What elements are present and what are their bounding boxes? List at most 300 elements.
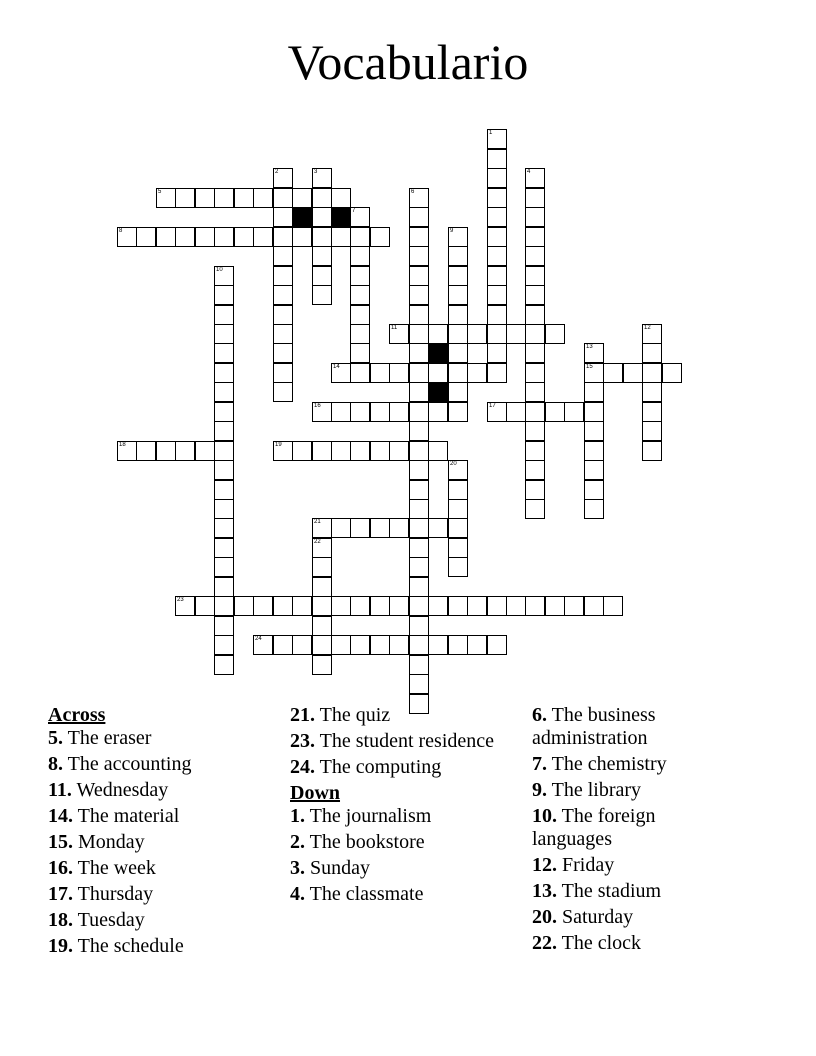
grid-cell[interactable] [525, 207, 545, 227]
grid-cell[interactable] [273, 596, 293, 616]
grid-cell[interactable] [623, 363, 643, 383]
grid-cell[interactable] [136, 227, 156, 247]
grid-cell[interactable] [487, 635, 507, 655]
clue-item-text: The schedule [77, 935, 184, 957]
grid-cell[interactable] [487, 207, 507, 227]
grid-cell[interactable] [584, 480, 604, 500]
clue-item [532, 906, 732, 929]
grid-cell[interactable] [292, 596, 312, 616]
grid-cell[interactable] [312, 168, 332, 188]
grid-cell[interactable] [448, 324, 468, 344]
clue-number-9: 9 [450, 228, 454, 234]
grid-cell[interactable] [117, 441, 137, 461]
clue-number-16: 16 [314, 403, 321, 409]
grid-cell[interactable] [409, 343, 429, 363]
grid-cell[interactable] [584, 460, 604, 480]
clue-item-number: 18. [48, 909, 73, 931]
grid-cell[interactable] [409, 635, 429, 655]
clue-item-number: 23. [290, 730, 315, 752]
grid-cell[interactable] [584, 382, 604, 402]
grid-cell[interactable] [525, 421, 545, 441]
grid-cell[interactable] [487, 188, 507, 208]
grid-cell[interactable] [584, 596, 604, 616]
grid-cell[interactable] [564, 596, 584, 616]
grid-cell[interactable] [448, 596, 468, 616]
grid-cell[interactable] [350, 343, 370, 363]
grid-cell[interactable] [409, 227, 429, 247]
grid-cell[interactable] [273, 441, 293, 461]
grid-cell[interactable] [448, 382, 468, 402]
grid-cell[interactable] [525, 499, 545, 519]
grid-cell[interactable] [273, 363, 293, 383]
grid-cell[interactable] [350, 266, 370, 286]
grid-cell[interactable] [467, 324, 487, 344]
grid-cell[interactable] [370, 518, 390, 538]
grid-cell[interactable] [292, 441, 312, 461]
grid-cell[interactable] [448, 460, 468, 480]
grid-cell[interactable] [584, 421, 604, 441]
clue-item-text: The bookstore [309, 831, 425, 853]
clue-item-text: The student residence [319, 730, 495, 752]
grid-cell[interactable] [525, 305, 545, 325]
clue-item [290, 756, 520, 779]
grid-block [292, 207, 312, 227]
grid-cell[interactable] [214, 324, 234, 344]
grid-cell[interactable] [525, 363, 545, 383]
grid-cell[interactable] [409, 305, 429, 325]
grid-cell[interactable] [584, 402, 604, 422]
grid-cell[interactable] [409, 577, 429, 597]
clue-column-2 [290, 704, 520, 909]
grid-cell[interactable] [448, 480, 468, 500]
grid-cell[interactable] [331, 635, 351, 655]
clue-item [48, 935, 278, 958]
grid-cell[interactable] [525, 402, 545, 422]
grid-cell[interactable] [642, 441, 662, 461]
clue-item [532, 779, 732, 802]
grid-cell[interactable] [214, 285, 234, 305]
grid-cell[interactable] [525, 246, 545, 266]
clue-item [532, 805, 732, 851]
clue-number-13: 13 [586, 344, 593, 350]
clue-item-text: The classmate [309, 883, 424, 905]
grid-cell[interactable] [234, 227, 254, 247]
grid-cell[interactable] [214, 421, 234, 441]
grid-cell[interactable] [312, 655, 332, 675]
grid-cell[interactable] [331, 363, 351, 383]
grid-cell[interactable] [448, 518, 468, 538]
grid-cell[interactable] [175, 441, 195, 461]
grid-cell[interactable] [409, 441, 429, 461]
grid-cell[interactable] [428, 596, 448, 616]
grid-cell[interactable] [312, 285, 332, 305]
grid-cell[interactable] [487, 227, 507, 247]
grid-cell[interactable] [448, 557, 468, 577]
grid-cell[interactable] [389, 402, 409, 422]
grid-cell[interactable] [214, 480, 234, 500]
grid-cell[interactable] [584, 363, 604, 383]
clue-number-20: 20 [450, 461, 457, 467]
grid-cell[interactable] [525, 596, 545, 616]
grid-cell[interactable] [273, 266, 293, 286]
grid-cell[interactable] [525, 382, 545, 402]
grid-cell[interactable] [273, 227, 293, 247]
grid-cell[interactable] [525, 343, 545, 363]
grid-cell[interactable] [409, 480, 429, 500]
grid-cell[interactable] [487, 266, 507, 286]
grid-cell[interactable] [467, 635, 487, 655]
grid-cell[interactable] [584, 343, 604, 363]
grid-cell[interactable] [545, 596, 565, 616]
grid-cell[interactable] [292, 227, 312, 247]
grid-cell[interactable] [409, 402, 429, 422]
clue-number-6: 6 [411, 189, 415, 195]
grid-cell[interactable] [331, 402, 351, 422]
grid-cell[interactable] [312, 188, 332, 208]
grid-cell[interactable] [331, 227, 351, 247]
grid-cell[interactable] [525, 188, 545, 208]
grid-cell[interactable] [642, 402, 662, 422]
grid-cell[interactable] [273, 285, 293, 305]
grid-cell[interactable] [273, 168, 293, 188]
clue-number-21: 21 [314, 519, 321, 525]
grid-cell[interactable] [350, 363, 370, 383]
clue-item-number: 20. [532, 906, 557, 928]
grid-cell[interactable] [487, 285, 507, 305]
grid-cell[interactable] [428, 402, 448, 422]
grid-cell[interactable] [428, 324, 448, 344]
grid-cell[interactable] [487, 363, 507, 383]
grid-cell[interactable] [350, 285, 370, 305]
grid-cell[interactable] [448, 402, 468, 422]
grid-cell[interactable] [350, 324, 370, 344]
grid-cell[interactable] [214, 460, 234, 480]
grid-cell[interactable] [214, 266, 234, 286]
grid-cell[interactable] [409, 207, 429, 227]
grid-cell[interactable] [448, 285, 468, 305]
clue-item [290, 805, 520, 828]
grid-cell[interactable] [331, 441, 351, 461]
grid-cell[interactable] [350, 402, 370, 422]
grid-cell[interactable] [487, 305, 507, 325]
clue-item [48, 805, 278, 828]
grid-cell[interactable] [156, 188, 176, 208]
grid-cell[interactable] [409, 285, 429, 305]
clue-number-1: 1 [489, 130, 493, 136]
grid-cell[interactable] [350, 207, 370, 227]
grid-cell[interactable] [273, 324, 293, 344]
grid-cell[interactable] [487, 168, 507, 188]
grid-cell[interactable] [195, 227, 215, 247]
grid-cell[interactable] [409, 518, 429, 538]
grid-cell[interactable] [175, 227, 195, 247]
grid-cell[interactable] [448, 635, 468, 655]
clue-item [290, 857, 520, 880]
grid-cell[interactable] [273, 246, 293, 266]
grid-cell[interactable] [487, 129, 507, 149]
clue-item-text: The business administration [532, 704, 656, 749]
grid-cell[interactable] [448, 538, 468, 558]
clue-item-number: 16. [48, 857, 73, 879]
clue-item [48, 831, 278, 854]
grid-cell[interactable] [487, 596, 507, 616]
clue-number-2: 2 [275, 169, 279, 175]
grid-cell[interactable] [409, 324, 429, 344]
clue-item-number: 24. [290, 756, 315, 778]
grid-cell[interactable] [312, 246, 332, 266]
grid-cell[interactable] [584, 499, 604, 519]
grid-cell[interactable] [487, 246, 507, 266]
clue-item-number: 2. [290, 831, 305, 853]
clue-item-text: The quiz [319, 704, 391, 726]
grid-cell[interactable] [370, 402, 390, 422]
grid-cell[interactable] [467, 596, 487, 616]
grid-cell[interactable] [214, 499, 234, 519]
grid-cell[interactable] [253, 227, 273, 247]
clue-number-23: 23 [177, 597, 184, 603]
grid-cell[interactable] [389, 441, 409, 461]
clue-item [532, 704, 732, 750]
clue-item-text: Sunday [310, 857, 370, 879]
grid-cell[interactable] [312, 557, 332, 577]
grid-cell[interactable] [409, 382, 429, 402]
grid-cell[interactable] [370, 635, 390, 655]
grid-cell[interactable] [312, 577, 332, 597]
clue-item-number: 4. [290, 883, 305, 905]
grid-cell[interactable] [350, 441, 370, 461]
grid-cell[interactable] [409, 246, 429, 266]
clue-number-12: 12 [644, 325, 651, 331]
clue-item-text: The week [77, 857, 156, 879]
clue-item-number: 11. [48, 779, 72, 801]
grid-cell[interactable] [214, 635, 234, 655]
grid-cell[interactable] [273, 635, 293, 655]
grid-cell[interactable] [545, 402, 565, 422]
grid-cell[interactable] [389, 363, 409, 383]
grid-cell[interactable] [525, 441, 545, 461]
grid-cell[interactable] [350, 246, 370, 266]
clue-number-3: 3 [314, 169, 318, 175]
grid-cell[interactable] [525, 266, 545, 286]
grid-cell[interactable] [409, 674, 429, 694]
grid-cell[interactable] [642, 421, 662, 441]
grid-cell[interactable] [662, 363, 682, 383]
grid-cell[interactable] [409, 188, 429, 208]
grid-cell[interactable] [409, 460, 429, 480]
grid-cell[interactable] [312, 616, 332, 636]
grid-cell[interactable] [525, 460, 545, 480]
clue-item-text: The library [551, 779, 642, 801]
grid-cell[interactable] [525, 285, 545, 305]
grid-cell[interactable] [214, 363, 234, 383]
clue-item [532, 880, 732, 903]
grid-cell[interactable] [312, 538, 332, 558]
grid-cell[interactable] [389, 596, 409, 616]
grid-cell[interactable] [214, 518, 234, 538]
grid-cell[interactable] [642, 363, 662, 383]
clue-number-8: 8 [119, 228, 123, 234]
clue-item-number: 14. [48, 805, 73, 827]
grid-cell[interactable] [350, 305, 370, 325]
grid-cell[interactable] [214, 557, 234, 577]
grid-cell[interactable] [506, 324, 526, 344]
grid-cell[interactable] [448, 246, 468, 266]
grid-cell[interactable] [214, 382, 234, 402]
grid-cell[interactable] [350, 227, 370, 247]
grid-cell[interactable] [253, 635, 273, 655]
grid-cell[interactable] [389, 518, 409, 538]
grid-cell[interactable] [603, 596, 623, 616]
grid-cell[interactable] [506, 596, 526, 616]
grid-cell[interactable] [448, 305, 468, 325]
grid-cell[interactable] [370, 227, 390, 247]
grid-cell[interactable] [642, 343, 662, 363]
grid-cell[interactable] [312, 518, 332, 538]
grid-cell[interactable] [525, 168, 545, 188]
grid-cell[interactable] [273, 382, 293, 402]
clue-item [48, 883, 278, 906]
clue-column-3 [532, 704, 732, 958]
grid-cell[interactable] [292, 188, 312, 208]
grid-cell[interactable] [214, 305, 234, 325]
clue-item-text: Friday [562, 854, 615, 876]
grid-cell[interactable] [214, 596, 234, 616]
grid-cell[interactable] [331, 596, 351, 616]
grid-cell[interactable] [273, 343, 293, 363]
clue-number-17: 17 [489, 403, 496, 409]
grid-cell[interactable] [253, 188, 273, 208]
clue-item-text: The stadium [561, 880, 662, 902]
clue-item-text: The journalism [309, 805, 432, 827]
grid-cell[interactable] [389, 635, 409, 655]
grid-cell[interactable] [409, 363, 429, 383]
grid-cell[interactable] [409, 596, 429, 616]
grid-cell[interactable] [487, 149, 507, 169]
grid-cell[interactable] [156, 227, 176, 247]
grid-cell[interactable] [564, 402, 584, 422]
grid-cell[interactable] [136, 441, 156, 461]
grid-cell[interactable] [214, 577, 234, 597]
grid-cell[interactable] [312, 635, 332, 655]
grid-cell[interactable] [292, 635, 312, 655]
grid-cell[interactable] [506, 402, 526, 422]
grid-cell[interactable] [448, 499, 468, 519]
grid-cell[interactable] [350, 596, 370, 616]
grid-cell[interactable] [117, 227, 137, 247]
grid-cell[interactable] [448, 266, 468, 286]
grid-cell[interactable] [370, 441, 390, 461]
grid-cell[interactable] [214, 227, 234, 247]
grid-cell[interactable] [370, 363, 390, 383]
grid-cell[interactable] [214, 616, 234, 636]
grid-cell[interactable] [409, 499, 429, 519]
grid-cell[interactable] [234, 596, 254, 616]
down-heading: Down [290, 782, 341, 804]
clue-number-11: 11 [391, 325, 398, 331]
clue-item-number: 9. [532, 779, 547, 801]
grid-cell[interactable] [273, 188, 293, 208]
grid-cell[interactable] [331, 518, 351, 538]
grid-cell[interactable] [312, 207, 332, 227]
grid-cell[interactable] [214, 188, 234, 208]
grid-cell[interactable] [409, 557, 429, 577]
grid-cell[interactable] [195, 188, 215, 208]
grid-cell[interactable] [584, 441, 604, 461]
grid-cell[interactable] [331, 188, 351, 208]
grid-cell[interactable] [428, 441, 448, 461]
grid-cell[interactable] [214, 402, 234, 422]
grid-cell[interactable] [195, 441, 215, 461]
grid-cell[interactable] [545, 324, 565, 344]
grid-cell[interactable] [312, 596, 332, 616]
clue-item-number: 10. [532, 805, 557, 827]
clue-number-4: 4 [527, 169, 531, 175]
grid-cell[interactable] [312, 266, 332, 286]
grid-cell[interactable] [370, 596, 390, 616]
grid-cell[interactable] [253, 596, 273, 616]
grid-cell[interactable] [603, 363, 623, 383]
grid-cell[interactable] [525, 227, 545, 247]
grid-cell[interactable] [487, 343, 507, 363]
grid-cell[interactable] [175, 596, 195, 616]
clue-item-number: 6. [532, 704, 547, 726]
grid-cell[interactable] [234, 188, 254, 208]
clue-item-number: 22. [532, 932, 557, 954]
grid-block [331, 207, 351, 227]
grid-cell[interactable] [525, 324, 545, 344]
grid-cell[interactable] [409, 266, 429, 286]
grid-cell[interactable] [642, 382, 662, 402]
grid-cell[interactable] [428, 363, 448, 383]
clue-item-number: 7. [532, 753, 547, 775]
grid-block [428, 343, 448, 363]
grid-cell[interactable] [409, 616, 429, 636]
grid-cell[interactable] [156, 441, 176, 461]
grid-cell[interactable] [642, 324, 662, 344]
grid-cell[interactable] [487, 324, 507, 344]
grid-cell[interactable] [428, 635, 448, 655]
grid-cell[interactable] [467, 363, 487, 383]
grid-cell[interactable] [312, 402, 332, 422]
grid-cell[interactable] [214, 655, 234, 675]
clue-item-number: 3. [290, 857, 305, 879]
grid-cell[interactable] [214, 441, 234, 461]
grid-cell[interactable] [409, 538, 429, 558]
grid-cell[interactable] [195, 596, 215, 616]
grid-cell[interactable] [312, 227, 332, 247]
grid-cell[interactable] [448, 363, 468, 383]
grid-cell[interactable] [428, 518, 448, 538]
grid-cell[interactable] [389, 324, 409, 344]
grid-cell[interactable] [448, 343, 468, 363]
grid-cell[interactable] [525, 480, 545, 500]
grid-cell[interactable] [175, 188, 195, 208]
grid-cell[interactable] [487, 402, 507, 422]
grid-cell[interactable] [409, 655, 429, 675]
clue-item-text: The clock [561, 932, 642, 954]
grid-cell[interactable] [273, 207, 293, 227]
grid-cell[interactable] [448, 227, 468, 247]
grid-cell[interactable] [350, 518, 370, 538]
across-heading: Across [48, 704, 106, 726]
grid-cell[interactable] [409, 421, 429, 441]
grid-cell[interactable] [312, 441, 332, 461]
grid-cell[interactable] [214, 343, 234, 363]
grid-cell[interactable] [214, 538, 234, 558]
grid-cell[interactable] [350, 635, 370, 655]
grid-cell[interactable] [273, 305, 293, 325]
clue-item-text: Monday [78, 831, 145, 853]
